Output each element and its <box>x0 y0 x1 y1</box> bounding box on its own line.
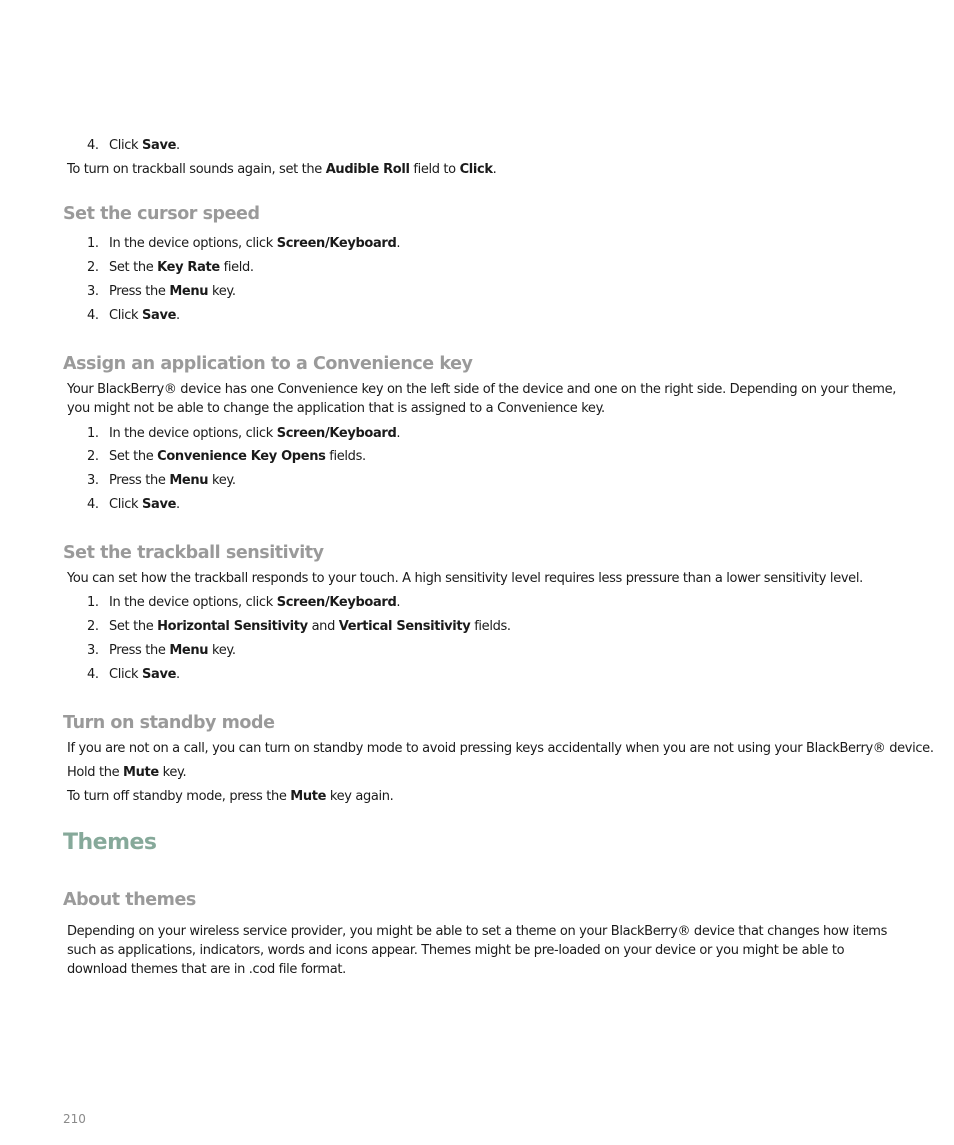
list-item: 3. Press the Menu key. <box>87 643 236 658</box>
list-item: 1. In the device options, click Screen/Keyboard. <box>87 426 401 441</box>
standby-intro: If you are not on a call, you can turn on standby mode to avoid pressing keys accidentally when you are not using your BlackBerry® device. <box>67 741 934 756</box>
list-item: 3. Press the Menu key. <box>87 284 236 299</box>
standby-off-instruction: To turn off standby mode, press the Mute key again. <box>67 789 394 804</box>
section-heading-cursor-speed: Set the cursor speed <box>63 204 260 224</box>
section-heading-trackball-sensitivity: Set the trackball sensitivity <box>63 543 324 563</box>
chapter-title-themes: Themes <box>63 830 157 855</box>
list-item: 2. Set the Key Rate field. <box>87 260 254 275</box>
list-item: 1. In the device options, click Screen/Keyboard. <box>87 595 401 610</box>
standby-hold-instruction: Hold the Mute key. <box>67 765 187 780</box>
list-item: 2. Set the Horizontal Sensitivity and Vertical Sensitivity fields. <box>87 619 511 634</box>
list-item: 3. Press the Menu key. <box>87 473 236 488</box>
convenience-intro: Your BlackBerry® device has one Convenience key on the left side of the device and one on the right side. Depending on your theme, you might not be able to change the application that is assigned to a Convenience key. <box>67 382 897 416</box>
trackball-intro: You can set how the trackball responds to your touch. A high sensitivity level requires less pressure than a lower sensitivity level. <box>67 571 863 586</box>
list-item: 4. Click Save. <box>87 497 180 512</box>
about-themes-text: Depending on your wireless service provider, you might be able to set a theme on your BlackBerry® device that changes how items such as applications, indicators, words and icons appear. Themes might be pre-loaded on your device or you might be able to download themes that are in .cod file format. <box>67 924 887 977</box>
list-item: 2. Set the Convenience Key Opens fields. <box>87 449 366 464</box>
trackball-sound-note: To turn on trackball sounds again, set the Audible Roll field to Click. <box>67 162 497 177</box>
page-number: 210 <box>63 1112 86 1126</box>
list-item: 1. In the device options, click Screen/Keyboard. <box>87 236 401 251</box>
list-item: 4. Click Save. <box>87 308 180 323</box>
list-item: 4. Click Save. <box>87 667 180 682</box>
list-item: 4. Click Save. <box>87 138 180 153</box>
section-heading-standby-mode: Turn on standby mode <box>63 713 275 733</box>
section-heading-about-themes: About themes <box>63 890 196 910</box>
section-heading-convenience-key: Assign an application to a Convenience key <box>63 354 473 374</box>
